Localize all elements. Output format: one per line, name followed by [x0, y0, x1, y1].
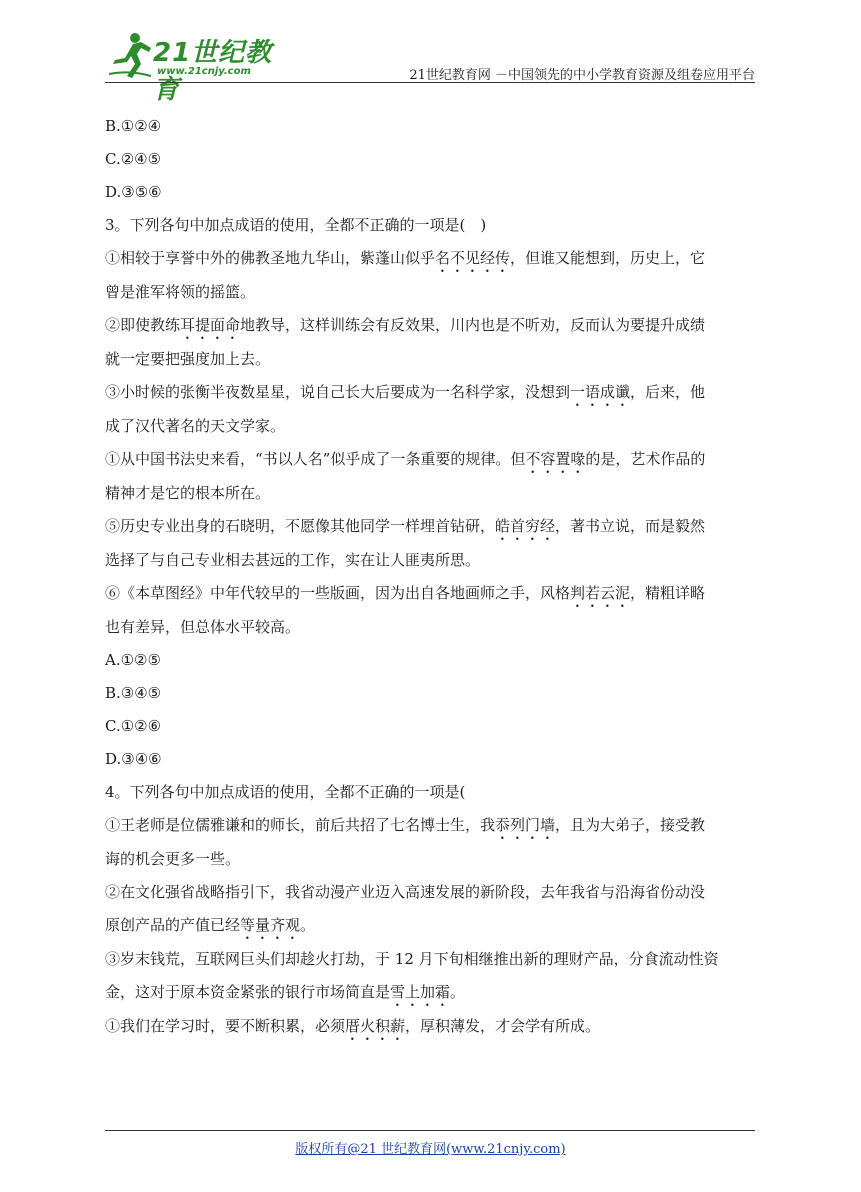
- emphasized-idiom: 判若云泥: [570, 584, 631, 602]
- text-run: ⑥《本草图经》中年代较早的一些版画，因为出自各地画师之手，风格: [105, 584, 571, 602]
- text-line: [105, 677, 755, 710]
- text-run: 4。下列各句中加点成语的使用，全都不正确的一项是(: [105, 783, 466, 801]
- text-run: ①王老师是位儒雅谦和的师长，前后共招了七名博士生，我: [105, 816, 496, 834]
- site-logo[interactable]: [105, 30, 295, 105]
- text-line: [105, 611, 755, 644]
- text-line: [105, 544, 755, 577]
- text-run: ，但谁又能想到，历史上，它: [510, 249, 706, 267]
- text-line: [105, 743, 755, 776]
- text-line: [105, 876, 755, 909]
- text-line: [105, 644, 755, 677]
- text-run: ③岁末钱荒，互联网巨头们却趁火打劫，于 12 月下旬相继推出新的理财产品，分食流动性资: [105, 950, 719, 968]
- text-line: [105, 909, 755, 943]
- text-line: [105, 176, 755, 209]
- text-run: ，厚积薄发，才会学有所成。: [405, 1017, 601, 1035]
- text-run: ①我们在学习时，要不断积累，必须: [105, 1017, 346, 1035]
- emphasized-idiom: 忝列门墙: [495, 816, 556, 834]
- text-run: 诲的机会更多一些。: [105, 850, 241, 868]
- emphasized-idiom: 皓首穷经: [495, 517, 556, 535]
- emphasized-idiom: 厝火积薪: [345, 1017, 406, 1035]
- text-line: [105, 276, 755, 309]
- text-line: [105, 242, 755, 276]
- footer-divider: [105, 1130, 755, 1131]
- text-run: C.①②⑥: [105, 717, 162, 735]
- text-line: [105, 309, 755, 343]
- text-run: 也有差异，但总体水平较高。: [105, 618, 301, 636]
- text-run: 地教导，这样训练会有反效果，川内也是不听劝，反而认为要提升成绩: [240, 316, 706, 334]
- text-run: 曾是淮军将领的摇篮。: [105, 283, 256, 301]
- text-run: ②即使教练: [105, 316, 181, 334]
- text-line: [105, 410, 755, 443]
- text-run: ②在文化强省战略指引下，我省动漫产业迈入高速发展的新阶段，去年我省与沿海省份动没: [105, 883, 706, 901]
- text-run: C.②④⑤: [105, 150, 162, 168]
- text-line: [105, 976, 755, 1010]
- text-run: 原创产品的产值已经: [105, 916, 241, 934]
- text-line: [105, 510, 755, 544]
- text-line: [105, 376, 755, 410]
- text-run: B.①②④: [105, 117, 162, 135]
- text-line: [105, 443, 755, 477]
- text-run: ⑤历史专业出身的石晓明，不愿像其他同学一样埋首钻研，: [105, 517, 496, 535]
- text-run: A.①②⑤: [105, 651, 161, 669]
- runner-icon: [105, 30, 155, 84]
- text-run: 选择了与自己专业相去甚远的工作，实在让人匪夷所思。: [105, 551, 481, 569]
- emphasized-idiom: 名不见经传: [435, 249, 511, 267]
- text-line: [105, 143, 755, 176]
- text-run: ③小时候的张衡半夜数星星，说自己长大后要成为一名科学家，没想到: [105, 383, 571, 401]
- text-run: ①相较于享誉中外的佛教圣地九华山，紫蓬山似乎: [105, 249, 436, 267]
- text-run: ，精粗详略: [630, 584, 706, 602]
- text-line: [105, 110, 755, 143]
- text-run: ，后来，他: [630, 383, 706, 401]
- text-run: 的是，艺术作品的: [585, 450, 706, 468]
- header-divider: [105, 82, 755, 83]
- text-run: ，且为大弟子，接受教: [555, 816, 706, 834]
- logo-url: www.21cnjy.com: [157, 66, 251, 77]
- text-run: B.③④⑤: [105, 684, 162, 702]
- text-run: 。: [450, 983, 466, 1001]
- text-line: [105, 343, 755, 376]
- emphasized-idiom: 等量齐观: [240, 916, 301, 934]
- emphasized-idiom: 雪上加霜: [390, 983, 451, 1001]
- logo-text: 21世纪教育: [153, 38, 273, 105]
- text-line: [105, 577, 755, 611]
- text-run: 金，这对于原本资金紧张的银行市场简直是: [105, 983, 391, 1001]
- document-body: [105, 110, 755, 1044]
- text-run: 精神才是它的根本所在。: [105, 484, 271, 502]
- text-line: [105, 843, 755, 876]
- text-line: [105, 776, 755, 809]
- text-line: [105, 209, 755, 242]
- text-line: [105, 710, 755, 743]
- emphasized-idiom: 不容置喙: [525, 450, 586, 468]
- text-line: [105, 943, 755, 976]
- footer-copyright-link[interactable]: 版权所有@21 世纪教育网(www.21cnjy.com): [295, 1142, 566, 1157]
- page-header: [105, 30, 755, 105]
- text-line: [105, 1010, 755, 1044]
- text-run: D.③④⑥: [105, 750, 162, 768]
- emphasized-idiom: 一语成谶: [570, 383, 631, 401]
- text-line: [105, 477, 755, 510]
- text-run: 。: [300, 916, 316, 934]
- text-run: 就一定要把强度加上去。: [105, 350, 271, 368]
- text-run: 成了汉代著名的天文学家。: [105, 417, 286, 435]
- text-run: 3。下列各句中加点成语的使用，全都不正确的一项是( ): [105, 216, 487, 234]
- header-tagline: 21世纪教育网 －中国领先的中小学教育资源及组卷应用平台: [409, 68, 755, 83]
- text-line: [105, 809, 755, 843]
- text-run: ，著书立说，而是毅然: [555, 517, 706, 535]
- emphasized-idiom: 耳提面命: [180, 316, 241, 334]
- text-run: ①从中国书法史来看，“书以人名”似乎成了一条重要的规律。但: [105, 450, 526, 468]
- text-run: D.③⑤⑥: [105, 183, 162, 201]
